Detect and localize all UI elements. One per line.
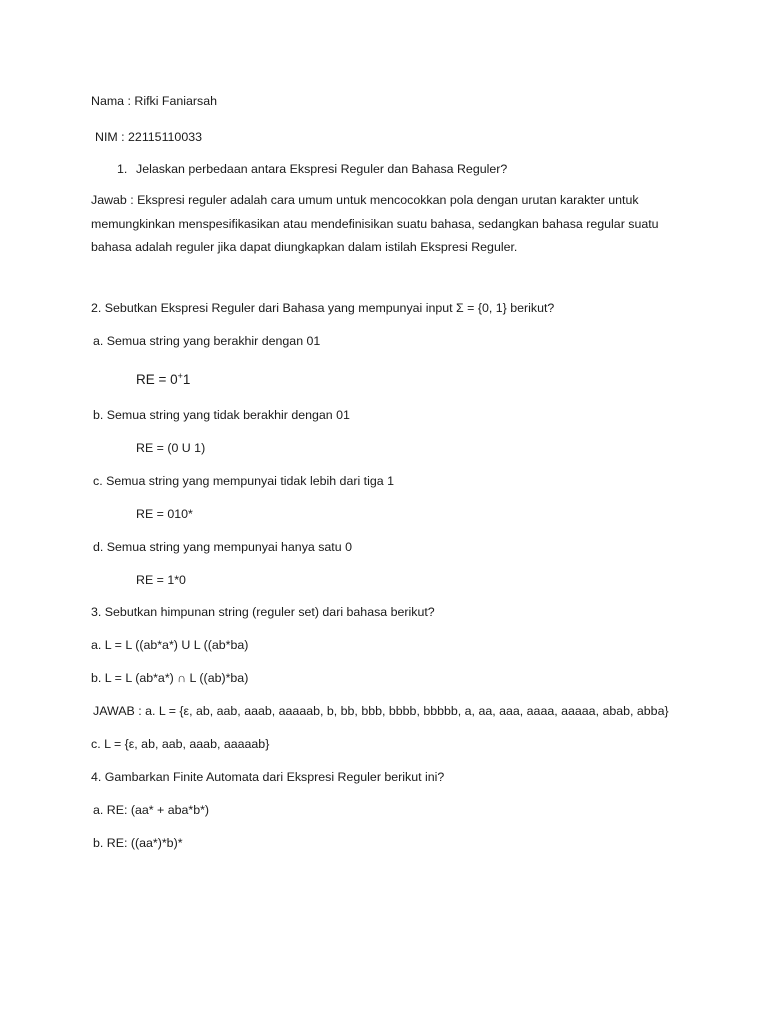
q3-b: b. L = L (ab*a*) ∩ L ((ab)*ba)	[91, 671, 249, 685]
q2-b-text: b. Semua string yang tidak berakhir dengan 01	[93, 408, 350, 422]
q2-c-text: c. Semua string yang mempunyai tidak lebih dari tiga 1	[93, 474, 394, 488]
q3-a: a. L = L ((ab*a*) U L ((ab*ba)	[91, 638, 249, 652]
q2-a-re	[136, 372, 190, 388]
q2-a-text: a. Semua string yang berakhir dengan 01	[93, 334, 321, 348]
student-nim: NIM : 22115110033	[95, 130, 203, 144]
student-name: Nama : Rifki Faniarsah	[91, 94, 218, 108]
q1-number: 1.	[117, 162, 128, 176]
q2-a-re-sup: +	[177, 371, 183, 381]
q2-a-re-prefix: RE = 0	[136, 372, 178, 387]
q1-question: Jelaskan perbedaan antara Ekspresi Reguler dan Bahasa Reguler?	[136, 162, 508, 176]
q3-c: c. L = {ε, ab, aab, aaab, aaaaab}	[91, 737, 270, 751]
q4-a: a. RE: (aa* + aba*b*)	[93, 803, 210, 817]
q4-question: 4. Gambarkan Finite Automata dari Ekspresi Reguler berikut ini?	[91, 770, 445, 784]
q2-question: 2. Sebutkan Ekspresi Reguler dari Bahasa yang mempunyai input Σ = {0, 1} berikut?	[91, 301, 555, 315]
q2-d-re: RE = 1*0	[136, 573, 186, 587]
q1-answer: Jawab : Ekspresi reguler adalah cara umum untuk mencocokkan pola dengan urutan karakter untuk memungkinkan menspesifikasikan atau mendefinisikan suatu bahasa, sedangkan bahasa regular suatu bahasa adalah reguler jika dapat diungkapkan dalam istilah Ekspresi Reguler.	[91, 193, 659, 254]
q3-question: 3. Sebutkan himpunan string (reguler set) dari bahasa berikut?	[91, 605, 435, 619]
q2-a-re-suffix: 1	[182, 372, 191, 387]
q2-c-re: RE = 010*	[136, 507, 193, 521]
q3-jawab: JAWAB : a. L = {ε, ab, aab, aaab, aaaaab, b, bb, bbb, bbbb, bbbbb, a, aa, aaa, aaaa, aaaaa, abab, abba}	[93, 704, 669, 718]
q4-b: b. RE: ((aa*)*b)*	[93, 836, 183, 850]
q2-d-text: d. Semua string yang mempunyai hanya satu 0	[93, 540, 352, 554]
q2-b-re: RE = (0 U 1)	[136, 441, 206, 455]
